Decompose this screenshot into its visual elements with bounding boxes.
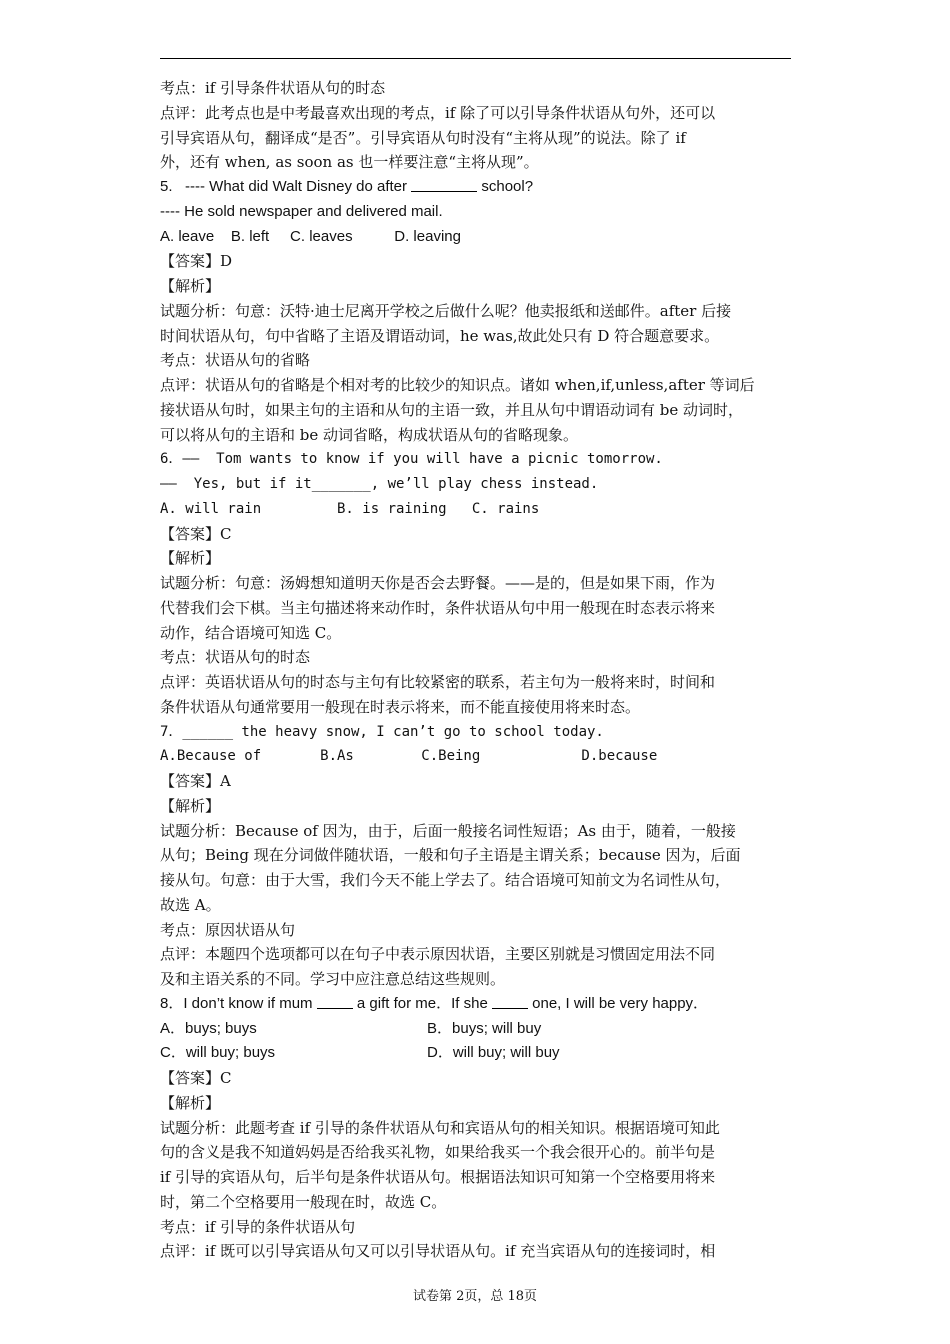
q7-jiexi: 【解析】: [160, 796, 221, 815]
header-rule: [160, 58, 791, 59]
q8-blank-2: [492, 993, 528, 1009]
q8-explanation: if 引导的宾语从句，后半句是条件状语从句。根据语法知识可知第一个空格要用将来: [160, 1168, 716, 1186]
q5-stem: [160, 175, 800, 200]
q8-kaodian: 考点：if 引导的条件状语从句: [160, 1217, 356, 1236]
q8-blank-1: [317, 993, 353, 1009]
q8-explanation: 试题分析：此题考查 if 引导的条件状语从句和宾语从句的相关知识。根据语境可知此: [160, 1118, 720, 1137]
q8-option-a: A．buys; buys: [160, 1019, 257, 1037]
q6-explanation: 代替我们会下棋。当主句描述将来动作时，条件状语从句中用一般现在时态表示将来: [160, 598, 716, 617]
q8-answer: 【答案】C: [160, 1069, 232, 1087]
q8-options-row: [160, 1041, 800, 1066]
q5-dianping: 接状语从句时，如果主句的主语和从句的主语一致，并且从句中谓语动词有 be 动词时，: [160, 400, 744, 419]
q5-stem-end: school?: [477, 178, 534, 195]
q6-explanation: 动作，结合语境可知选 C。: [160, 623, 342, 642]
q7-stem: 7．______ the heavy snow, I can’t go to school today.: [160, 723, 604, 740]
q5-blank: [411, 176, 477, 192]
q8-option-b: B．buys; will buy: [427, 1019, 542, 1037]
page-content: [160, 76, 800, 1264]
q8-dianping: 点评：if 既可以引导宾语从句又可以引导状语从句。if 充当宾语从句的连接词时，相: [160, 1242, 716, 1261]
q5-explanation: 试题分析：句意：沃特·迪士尼离开学校之后做什么呢？他卖报纸和送邮件。after 后接: [160, 301, 732, 320]
q5-options: A. leave B. left C. leaves D. leaving: [160, 227, 461, 245]
q8-stem: [160, 992, 800, 1017]
kaodian-line: 考点：if 引导条件状语从句的时态: [160, 79, 386, 97]
q5-dianping: 点评：状语从句的省略是个相对考的比较少的知识点。诸如 when,if,unless,after 等词后: [160, 376, 755, 394]
page-footer: 试卷第 2页，总 18页: [412, 1289, 538, 1304]
q6-explanation: 试题分析：句意：汤姆想知道明天你是否会去野餐。——是的，但是如果下雨，作为: [160, 574, 716, 592]
q6-dianping: 点评：英语状语从句的时态与主句有比较紧密的联系，若主句为一般将来时，时间和: [160, 673, 716, 691]
q7-dianping: 点评：本题四个选项都可以在句子中表示原因状语，主要区别就是习惯固定用法不同: [160, 945, 716, 964]
q7-explanation: 试题分析：Because of 因为，由于，后面一般接名词性短语；As 由于，随着，一般接: [160, 821, 736, 840]
q6-reply: —— Yes, but if it_______, we’ll play chess instead.: [160, 476, 599, 492]
dianping-line: 引导宾语从句，翻译成“是否”。引导宾语从句时没有“主将从现”的说法。除了 if: [160, 128, 686, 147]
q5-kaodian: 考点：状语从句的省略: [160, 351, 311, 370]
q7-explanation: 故选 A。: [160, 895, 221, 914]
q6-stem: 6．—— Tom wants to know if you will have a picnic tomorrow.: [160, 451, 663, 468]
q5-reply: ---- He sold newspaper and delivered mail.: [160, 202, 443, 220]
q7-explanation: 接从句。句意：由于大雪，我们今天不能上学去了。结合语境可知前文为名词性从句，: [160, 871, 731, 889]
q6-options: A. will rain B. is raining C. rains: [160, 500, 540, 517]
q7-options: A.Because of B.As C.Being D.because: [160, 748, 658, 765]
q6-dianping: 条件状语从句通常要用一般现在时表示将来，而不能直接使用将来时态。: [160, 697, 641, 716]
q5-dianping: 可以将从句的主语和 be 动词省略，构成状语从句的省略现象。: [160, 425, 579, 444]
q5-jiexi: 【解析】: [160, 277, 221, 295]
dianping-line: 外，还有 when, as soon as 也一样要注意“主将从现”。: [160, 153, 539, 172]
q5-answer: 【答案】D: [160, 252, 233, 271]
dianping-line: 点评：此考点也是中考最喜欢出现的考点，if 除了可以引导条件状语从句外，还可以: [160, 103, 716, 122]
q7-dianping: 及和主语关系的不同。学习中应注意总结这些规则。: [160, 970, 506, 988]
q5-stem-text: 5. ---- What did Walt Disney do after: [160, 178, 412, 195]
q8-stem-end: one, I will be very happy．: [527, 994, 709, 1012]
q8-option-c: C．will buy; buys: [160, 1044, 276, 1062]
q7-kaodian: 考点：原因状语从句: [160, 920, 296, 939]
q8-jiexi: 【解析】: [160, 1093, 221, 1112]
q7-explanation: 从句；Being 现在分词做伴随状语，一般和句子主语是主谓关系；because 因为，后面: [160, 846, 741, 865]
q8-option-d: D．will buy; will buy: [427, 1044, 560, 1062]
q6-kaodian: 考点：状语从句的时态: [160, 648, 311, 667]
q8-stem-mid: a gift for me．If she: [352, 994, 492, 1012]
q7-answer: 【答案】A: [160, 772, 231, 790]
q8-explanation: 句的含义是我不知道妈妈是否给我买礼物，如果给我买一个我会很开心的。前半句是: [160, 1143, 716, 1162]
q6-answer: 【答案】C: [160, 524, 232, 543]
q6-jiexi: 【解析】: [160, 549, 221, 568]
q8-options-row: [160, 1017, 800, 1042]
q8-explanation: 时，第二个空格要用一般现在时，故选 C。: [160, 1192, 447, 1211]
q8-stem-text: 8．I don’t know if mum: [160, 994, 317, 1012]
q5-explanation: 时间状语从句，句中省略了主语及谓语动词，he was,故此处只有 D 符合题意要求。: [160, 326, 720, 345]
